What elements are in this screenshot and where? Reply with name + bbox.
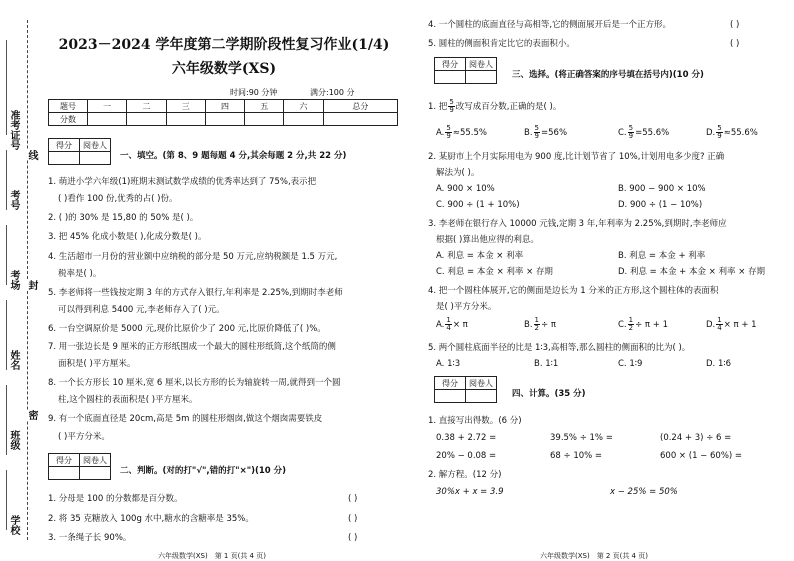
choice-q3-line-a: 3. 李老师在银行存入 10000 元钱,定期 3 年,年利率为 2.25%,到期时,李老师应 xyxy=(428,219,727,229)
seal-char-close: 密 xyxy=(26,410,37,420)
score-col-header: 三 xyxy=(166,100,205,113)
choice-q2-option-d[interactable]: D. 900 ÷ (1 − 10%) xyxy=(618,200,703,210)
footer-right: 六年级数学(XS) 第 2 页(共 4 页) xyxy=(540,552,648,560)
q8-line-b: 柱,这个圆柱的表面积是( )平方厘米。 xyxy=(58,395,198,405)
equation-1: 30%x + x = 3.9 xyxy=(436,487,504,497)
grader-box-3 xyxy=(434,57,497,84)
calc-item: 20% − 0.08 = xyxy=(436,451,497,461)
time-label: 时间:90 分钟 xyxy=(230,88,278,97)
frac-den: 2 xyxy=(534,324,540,332)
option-letter: A. xyxy=(436,128,445,138)
score-cell[interactable] xyxy=(245,113,284,126)
judge-q5-answer[interactable]: ( ) xyxy=(730,39,740,49)
q1-line-b: ( )看作 100 份,优秀的占( )份。 xyxy=(58,194,178,204)
option-text: ÷ π + 1 xyxy=(635,320,668,330)
grader-score-label: 得分 xyxy=(435,58,466,71)
choice-q1-option-b[interactable] xyxy=(524,125,567,141)
choice-q2-option-c[interactable]: C. 900 ÷ (1 + 10%) xyxy=(436,200,520,210)
option-text: ÷ π xyxy=(541,320,556,330)
option-letter: C. xyxy=(618,128,627,138)
fraction-1-2 xyxy=(628,317,634,332)
binding-label-seat: 考号 xyxy=(8,190,19,210)
judge-q5: 5. 圆柱的侧面积肯定比它的表面积小。 xyxy=(428,39,575,49)
option-text: =55.6% xyxy=(635,128,670,138)
section1-title: 一、填空。(第 8、9 题每题 4 分,其余每题 2 分,共 22 分) xyxy=(120,151,347,161)
binding-margin xyxy=(0,0,46,561)
frac-den: 4 xyxy=(446,324,451,332)
calc-item: (0.24 + 3) ÷ 6 = xyxy=(660,433,732,443)
choice-q4-option-c[interactable] xyxy=(618,317,668,333)
grader-score-label: 得分 xyxy=(49,139,80,152)
choice-q5-option-d[interactable]: D. 1∶6 xyxy=(706,359,731,369)
score-cell[interactable] xyxy=(284,113,323,126)
choice-q4-option-d[interactable] xyxy=(706,317,757,333)
section2-title: 二、判断。(对的打"√",错的打"×")(10 分) xyxy=(120,466,287,476)
fraction-5-9 xyxy=(445,125,451,140)
choice-q3-line-b: 根据( )算出他应得的利息。 xyxy=(436,235,539,245)
frac-num: 5 xyxy=(628,124,634,132)
option-text: ≈55.5% xyxy=(452,128,487,138)
frac-num: 1 xyxy=(628,316,634,324)
frac-den: 9 xyxy=(449,106,454,114)
score-cell[interactable] xyxy=(127,113,166,126)
calc-item: 39.5% ÷ 1% = xyxy=(550,433,613,443)
section3-title: 三、选择。(将正确答案的序号填在括号内)(10 分) xyxy=(512,70,704,80)
choice-q2-option-a[interactable]: A. 900 × 10% xyxy=(436,184,495,194)
q8-line-a: 8. 一个长方形长 10 厘米,宽 6 厘米,以长方形的长为轴旋转一周,就得到一个圆 xyxy=(48,378,341,388)
option-letter: D. xyxy=(706,128,716,138)
grader-box-1 xyxy=(48,138,111,165)
grader-score-cell[interactable] xyxy=(435,71,466,84)
grader-reviewer-cell[interactable] xyxy=(466,71,497,84)
choice-q1-pre: 1. 把 xyxy=(428,102,448,112)
score-cell[interactable] xyxy=(205,113,244,126)
score-label: 满分:100 分 xyxy=(310,88,355,97)
frac-num: 1 xyxy=(717,316,722,324)
frac-den: 2 xyxy=(628,324,634,332)
choice-q2-option-b[interactable]: B. 900 − 900 × 10% xyxy=(618,184,706,194)
choice-q4-line-a: 4. 把一个圆柱体展开,它的侧面是边长为 1 分米的正方形,这个圆柱体的表面积 xyxy=(428,286,719,296)
option-text: × π xyxy=(452,320,468,330)
option-letter: B. xyxy=(524,128,533,138)
grader-score-label: 得分 xyxy=(49,454,80,467)
grader-reviewer-label: 阅卷人 xyxy=(80,139,111,152)
judge-q3: 3. 一条绳子长 90%。 xyxy=(48,533,132,543)
grader-box-2 xyxy=(48,453,111,480)
calc-item: 68 ÷ 10% = xyxy=(550,451,603,461)
choice-q5-option-a[interactable]: A. 1∶3 xyxy=(436,359,461,369)
q2: 2. ( )的 30% 是 15,80 的 50% 是( )。 xyxy=(48,213,199,223)
score-table xyxy=(48,99,398,126)
judge-q2-answer[interactable]: ( ) xyxy=(348,514,358,524)
fraction-1-4 xyxy=(445,317,451,332)
binding-label-room: 考场 xyxy=(8,270,19,290)
calc-part1-title: 1. 直接写出得数。(6 分) xyxy=(428,416,522,426)
score-cell[interactable] xyxy=(166,113,205,126)
grader-score-cell[interactable] xyxy=(435,390,466,403)
binding-label-class: 班级 xyxy=(8,430,19,450)
q6: 6. 一台空调原价是 5000 元,现价比原价少了 200 元,比原价降低了( )%。 xyxy=(48,324,326,334)
frac-num: 1 xyxy=(534,316,540,324)
q9-line-b: ( )平方分米。 xyxy=(58,432,110,442)
option-text: =56% xyxy=(541,128,568,138)
frac-num: 5 xyxy=(446,124,451,132)
footer-left: 六年级数学(XS) 第 1 页(共 4 页) xyxy=(158,552,266,560)
choice-q1-post: 改写成百分数,正确的是( )。 xyxy=(455,102,562,112)
equation-2: x − 25% = 50% xyxy=(610,487,678,497)
judge-q4-answer[interactable]: ( ) xyxy=(730,20,740,30)
q3: 3. 把 45% 化成小数是( ),化成分数是( )。 xyxy=(48,232,207,242)
section4-title: 四、计算。(35 分) xyxy=(512,389,586,399)
choice-q2-line-a: 2. 某厨市上个月实际用电为 900 度,比计划节省了 10%,计划用电多少度? 正确 xyxy=(428,152,725,162)
page-left xyxy=(48,0,400,561)
choice-q2-line-b: 解法为( )。 xyxy=(436,168,480,178)
choice-q3-option-d[interactable]: D. 利息 = 本金 + 本金 × 利率 × 存期 xyxy=(618,267,766,277)
grader-score-cell[interactable] xyxy=(49,152,80,165)
option-letter: A. xyxy=(436,320,445,330)
grader-score-label: 得分 xyxy=(435,377,466,390)
option-text: × π + 1 xyxy=(723,320,757,330)
q1-line-a: 1. 萌进小学六年级(1)班期末测试数学成绩的优秀率达到了 75%,表示把 xyxy=(48,177,317,187)
page-subtitle: 六年级数学(XS) xyxy=(171,61,277,77)
choice-q1-option-d[interactable] xyxy=(706,125,758,141)
choice-q1-option-c[interactable] xyxy=(618,125,669,141)
choice-q3-option-a[interactable]: A. 利息 = 本金 × 利率 xyxy=(436,251,524,261)
choice-q3-option-c[interactable]: C. 利息 = 本金 × 利率 × 存期 xyxy=(436,267,553,277)
q4-line-a: 4. 生活超市一月份的营业额中应纳税的部分是 50 万元,应纳税额是 1.5 万元, xyxy=(48,252,338,262)
score-col-header: 六 xyxy=(284,100,323,113)
grader-score-cell[interactable] xyxy=(49,467,80,480)
fraction-1-4 xyxy=(716,317,722,332)
q5-line-b: 可以得到利息 5400 元,李老师存入了( )元。 xyxy=(58,305,225,315)
q7-line-b: 面积是( )平方厘米。 xyxy=(58,359,136,369)
binding-label-name: 姓名 xyxy=(8,350,19,370)
seal-char-seal: 封 xyxy=(26,280,37,290)
option-text: ≈55.6% xyxy=(723,128,758,138)
frac-den: 9 xyxy=(628,132,634,140)
q5-line-a: 5. 李老师将一些钱按定期 3 年的方式存入银行,年利率是 2.25%,到期时李老师 xyxy=(48,288,343,298)
judge-q2: 2. 将 35 克糖放入 100g 水中,糖水的含糖率是 35%。 xyxy=(48,514,254,524)
q7-line-a: 7. 用一张边长是 9 厘米的正方形纸围成一个最大的圆柱形纸筒,这个纸筒的侧 xyxy=(48,342,336,352)
choice-q5-option-c[interactable]: C. 1∶9 xyxy=(618,359,643,369)
calc-item: 0.38 + 2.72 = xyxy=(436,433,497,443)
option-letter: B. xyxy=(524,320,533,330)
score-row-label: 分数 xyxy=(49,113,88,126)
frac-num: 1 xyxy=(446,316,451,324)
option-letter: D. xyxy=(706,320,716,330)
frac-num: 5 xyxy=(717,124,722,132)
choice-q3-option-b[interactable]: B. 利息 = 本金 + 利率 xyxy=(618,251,706,261)
score-cell[interactable] xyxy=(323,113,397,126)
grader-reviewer-label: 阅卷人 xyxy=(80,454,111,467)
binding-label-school: 学校 xyxy=(8,515,19,535)
page-right xyxy=(420,0,790,561)
score-col-header: 四 xyxy=(205,100,244,113)
frac-num: 5 xyxy=(534,124,540,132)
frac-den: 4 xyxy=(717,324,722,332)
calc-part2-title: 2. 解方程。(12 分) xyxy=(428,470,502,480)
score-col-header: 题号 xyxy=(49,100,88,113)
choice-q5: 5. 两个圆柱底面半径的比是 1∶3,高相等,那么圆柱的侧面积的比为( )。 xyxy=(428,343,691,353)
judge-q1-answer[interactable]: ( ) xyxy=(348,494,358,504)
choice-q5-option-b[interactable]: B. 1∶1 xyxy=(534,359,559,369)
q9-line-a: 9. 有一个底面直径是 20cm,高是 5m 的圆柱形烟囱,做这个烟囱需要铁皮 xyxy=(48,414,323,424)
grader-reviewer-label: 阅卷人 xyxy=(466,58,497,71)
choice-q4-option-a[interactable] xyxy=(436,317,468,333)
page-title: 2023－2024 学年度第二学期阶段性复习作业(1/4) xyxy=(58,37,390,53)
fraction-5-9 xyxy=(534,125,540,140)
fraction-5-9 xyxy=(628,125,634,140)
calc-item: 600 × (1 − 60%) = xyxy=(660,451,743,461)
grader-reviewer-label: 阅卷人 xyxy=(466,377,497,390)
binding-label-exam-id: 准考证号 xyxy=(8,110,19,150)
score-col-header: 二 xyxy=(127,100,166,113)
grader-reviewer-cell[interactable] xyxy=(466,390,497,403)
score-col-header: 五 xyxy=(245,100,284,113)
grader-reviewer-cell[interactable] xyxy=(80,467,111,480)
score-cell[interactable] xyxy=(88,113,127,126)
grader-box-4 xyxy=(434,376,497,403)
choice-q4-line-b: 是( )平方分米。 xyxy=(436,302,497,312)
frac-num: 5 xyxy=(449,98,454,106)
fraction-5-9 xyxy=(716,125,722,140)
judge-q1: 1. 分母是 100 的分数都是百分数。 xyxy=(48,494,183,504)
grader-reviewer-cell[interactable] xyxy=(80,152,111,165)
choice-q1 xyxy=(428,99,561,115)
option-letter: C. xyxy=(618,320,627,330)
judge-q4: 4. 一个圆柱的底面直径与高相等,它的侧面展开后是一个正方形。 xyxy=(428,20,672,30)
frac-den: 9 xyxy=(446,132,451,140)
score-col-header: 一 xyxy=(88,100,127,113)
seal-char-line: 线 xyxy=(26,150,37,160)
frac-den: 9 xyxy=(534,132,540,140)
score-col-header: 总分 xyxy=(323,100,397,113)
frac-den: 9 xyxy=(717,132,722,140)
choice-q1-option-a[interactable] xyxy=(436,125,487,141)
choice-q4-option-b[interactable] xyxy=(524,317,556,333)
fraction-1-2 xyxy=(534,317,540,332)
judge-q3-answer[interactable]: ( ) xyxy=(348,533,358,543)
fraction-5-9 xyxy=(448,99,454,114)
q4-line-b: 税率是( )。 xyxy=(58,269,102,279)
